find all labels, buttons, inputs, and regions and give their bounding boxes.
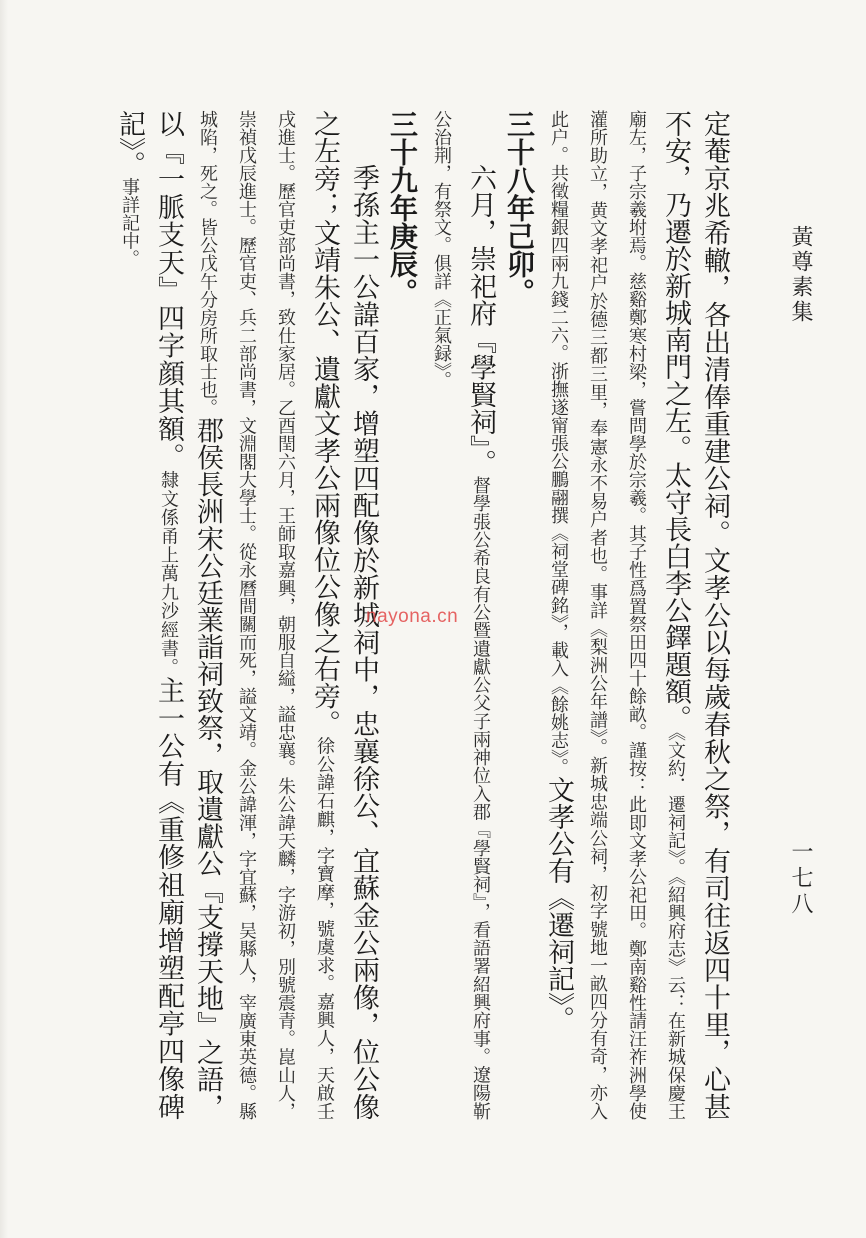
watermark: nayona.cn (366, 606, 459, 627)
annotation: 《紹興府志》云：在新城保慶王廟左，子宗羲坿焉。慈谿鄭寒村梁，嘗問學於宗羲。其子性爲置祭田四十餘畝。謹按：此即文孝公祀田。鄭南谿性請汪祚洲學使灌所助立，黄文孝祀户於德三都三里，奉憲永不易户者也。事詳《梨洲公年譜》。新城忠端公祠，初字號地一畝四分有奇，亦入此户。共徵糧銀四兩九錢二六。浙撫遂甯張公鵬翮撰《祠堂碑銘》，載入《餘姚志》。 (548, 110, 686, 1120)
paragraph-1 (539, 110, 734, 1120)
year-heading-1700: 三十九年庚辰。 (386, 110, 419, 306)
book-title: 黃尊素集 (788, 225, 813, 325)
main-text: 季孫主一公諱百家，增塑四配像於新城祠中，忠襄徐公、宜蘇金公兩像，位公像之左旁；文靖朱公、遺獻文孝公兩像位公像之右旁。 (309, 110, 379, 1120)
page-edge-shadow (0, 0, 8, 1238)
paragraph-3 (110, 110, 383, 1120)
annotation: 督學張公希良有公暨遺獻公父子兩神位入郡『學賢祠』，看語署紹興府事。遼陽靳公治荆，有祭文。俱詳《正氣録》。 (431, 110, 491, 1120)
annotation: 《文約．遷祠記》。 (665, 732, 686, 877)
main-text: 主一公有《重修祖廟增塑配亭四像碑記》。 (114, 110, 184, 1120)
annotation: 徐公諱石麒，字寶摩，號虞求。嘉興人，天啟壬戌進士。歷官吏部尚書，致仕家居。乙酉閏六月，王師取嘉興，朝服自縊，謚忠襄。朱公諱天麟，字游初，別號震青。崑山人，崇禎戊辰進士。歷官吏、兵二部尚書，文淵閣大學士。從永曆間關而死，謚文靖。金公諱渾，字宜蘇，吴縣人，宰廣東英德。縣城陷，死之。皆公戊午分房所取士也。 (197, 110, 335, 1120)
page-number: 一七八 (788, 840, 813, 918)
main-text: 文孝公有《遷祠記》。 (543, 776, 574, 1033)
main-text: 定菴京兆希轍，各出清俸重建公祠。文孝公以每歲春秋之祭，有司往返四十里，心甚不安，乃遷於新城南門之左。太守長白李公鐸題額。 (660, 110, 730, 1120)
annotation: 事詳記中。 (119, 177, 140, 268)
annotation: 隸文係甬上萬九沙經書。 (158, 470, 179, 677)
year-heading-1699: 三十八年己卯。 (503, 110, 536, 306)
main-text: 郡侯長洲宋公廷業詣祠致祭，取遺獻公『支撐天地』之語，以『一脈支天』四字顔其額。 (153, 110, 223, 1120)
main-text: 六月，崇祀府『學賢祠』。 (465, 164, 496, 477)
